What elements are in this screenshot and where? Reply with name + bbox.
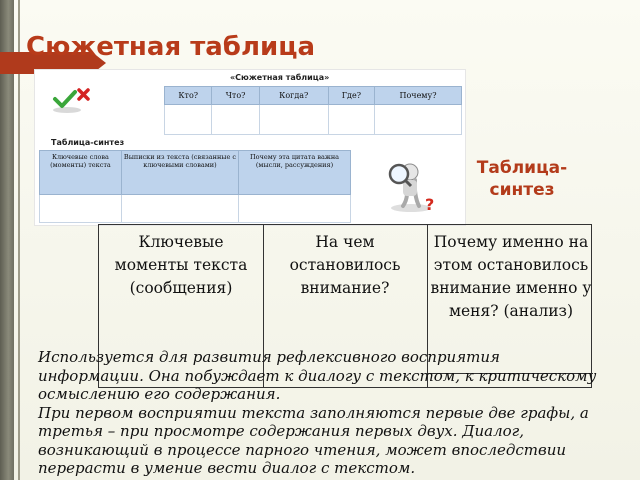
svg-text:?: ? [425, 195, 435, 214]
plot-cell [375, 105, 462, 135]
plot-header-where: Где? [328, 87, 374, 105]
plot-table [164, 86, 462, 135]
plot-header-when: Когда? [259, 87, 328, 105]
plot-header-why: Почему? [375, 87, 462, 105]
magnifier-figure-icon [381, 156, 439, 214]
header-key-moments: Ключевые моменты текста (сообщения) [114, 233, 248, 297]
plot-cell [328, 105, 374, 135]
plot-header-who: Кто? [165, 87, 212, 105]
synth-header-keywords: Ключевые слова (моменты) текста [40, 151, 122, 195]
plot-cell [165, 105, 212, 135]
synthesis-table-label: Таблица-синтез [51, 138, 125, 147]
check-cross-icon [51, 84, 91, 114]
synth-header-excerpts: Выписки из текста (связанные с ключевыми словами) [121, 151, 238, 195]
description-paragraph-2: При первом восприятии текста заполняются первые две графы, а третья – при просмотре содержания первых двух. Диалог, возникающий в процессе парного чтения, может впоследствии перерасти в умение вести диалог с текстом. [38, 403, 589, 477]
header-why-me: Почему именно на этом остановилось внимание именно у меня? (анализ) [430, 233, 592, 320]
plot-table-title: «Сюжетная таблица» [230, 73, 330, 82]
header-attention: На чем остановилось внимание? [289, 233, 401, 297]
slide-title: Сюжетная таблица [26, 32, 316, 62]
embedded-tables-image [34, 69, 466, 226]
synthesis-table-small [39, 150, 351, 223]
synth-cell [40, 195, 122, 223]
plot-header-what: Что? [212, 87, 259, 105]
synth-cell [239, 195, 351, 223]
description-text [38, 348, 598, 478]
synth-header-why: Почему эта цитата важна (мысли, рассуждения) [239, 151, 351, 195]
plot-cell [259, 105, 328, 135]
synthesis-heading-line1: Таблица- [476, 158, 568, 178]
synthesis-heading-line2: синтез [489, 180, 555, 200]
plot-cell [212, 105, 259, 135]
synth-cell [121, 195, 238, 223]
description-paragraph-1: Используется для развития рефлексивного восприятия информации. Она побуждает к диалогу с текстом, к критическому осмыслению его содержания. [38, 348, 597, 403]
synthesis-heading [462, 157, 582, 201]
